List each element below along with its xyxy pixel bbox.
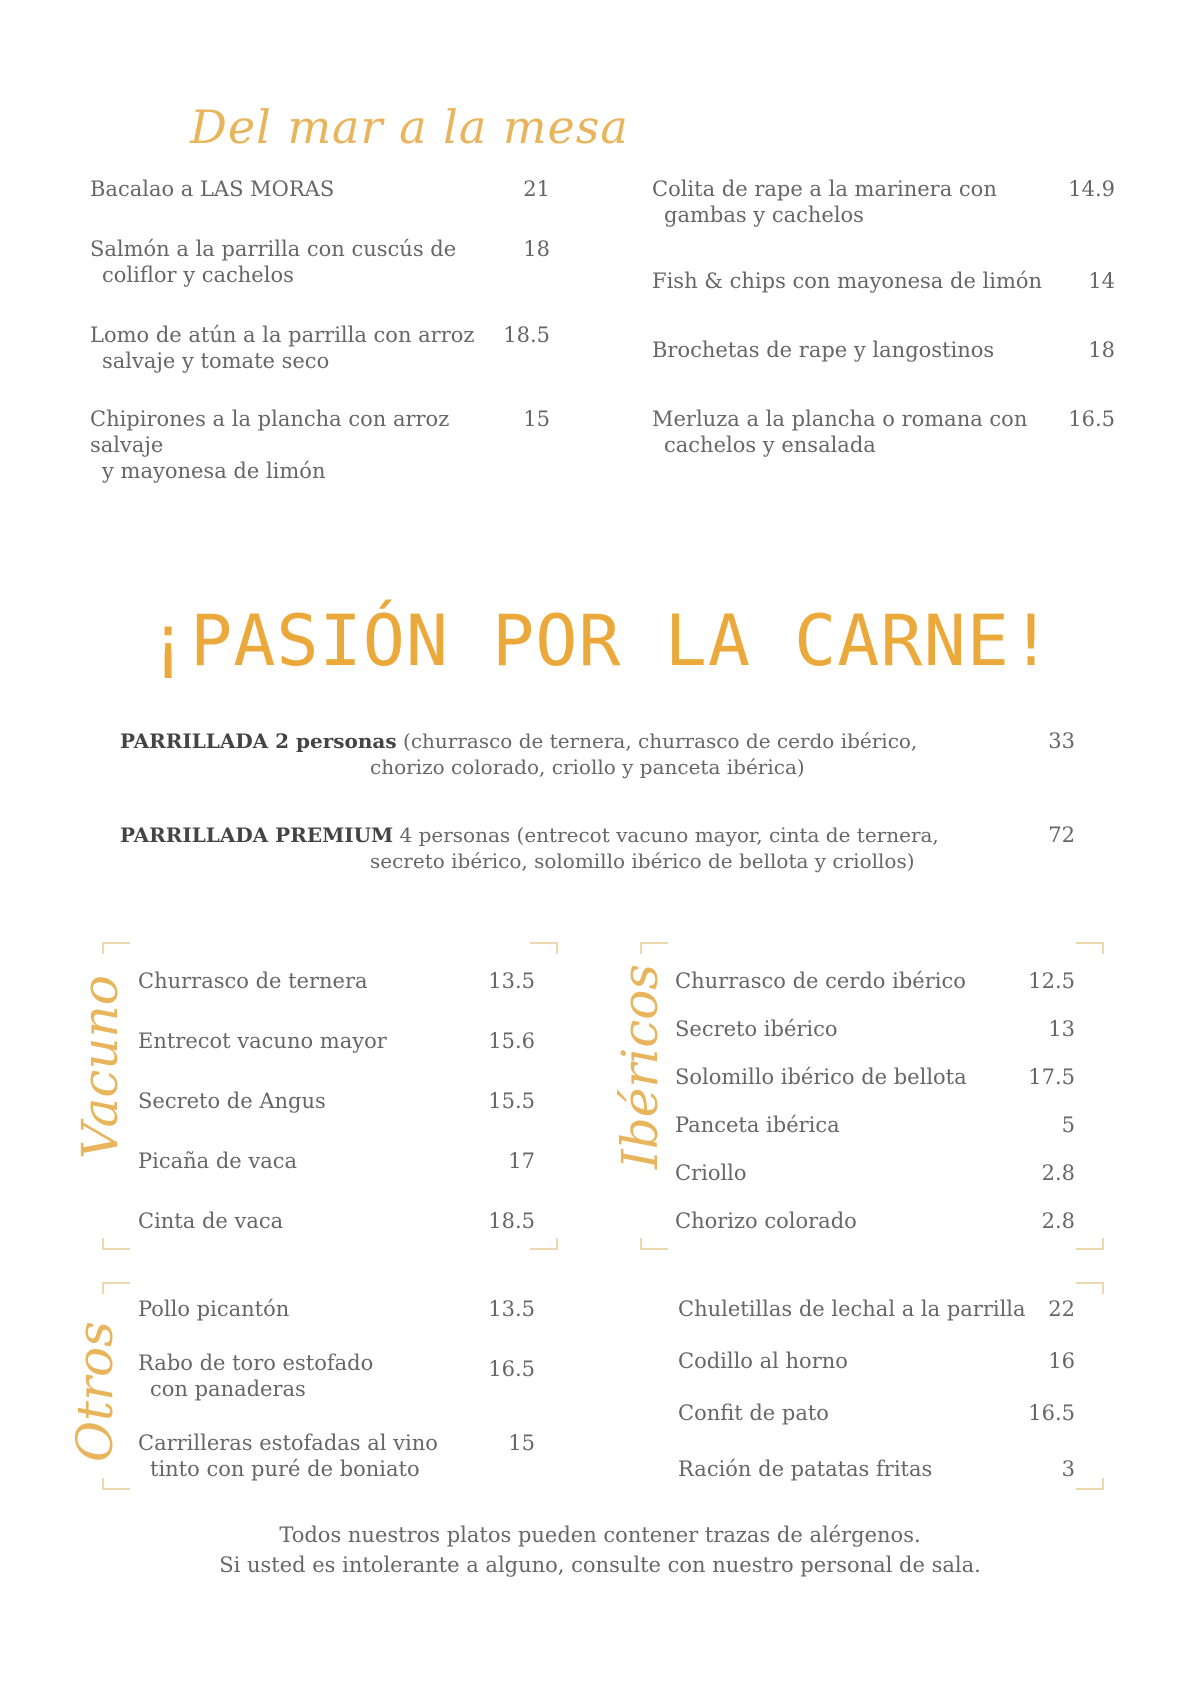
menu-item-price: 15 bbox=[508, 1431, 535, 1455]
menu-item-price: 12.5 bbox=[1028, 969, 1075, 993]
frame-corner bbox=[1076, 1478, 1104, 1490]
menu-item-name: Fish & chips con mayonesa de limón bbox=[652, 269, 1043, 293]
menu-item-price: 14 bbox=[1088, 269, 1115, 293]
menu-item-price: 2.8 bbox=[1041, 1161, 1075, 1185]
menu-item-name: Solomillo ibérico de bellota bbox=[675, 1065, 967, 1089]
menu-item-price: 15.5 bbox=[488, 1089, 535, 1113]
menu-item-price: 5 bbox=[1061, 1113, 1075, 1137]
menu-item-price: 16.5 bbox=[488, 1357, 535, 1381]
menu-item-name: Pollo picantón bbox=[138, 1297, 290, 1321]
section-title-meat: ¡PASIÓN POR LA CARNE! bbox=[146, 600, 1053, 682]
menu-item-price: 13 bbox=[1048, 1017, 1075, 1041]
grill-item: PARRILLADA 2 personas (churrasco de ternera, churrasco de cerdo ibérico, chorizo colorado, criollo y panceta ibérica) bbox=[120, 729, 918, 779]
menu-item-name: Carrilleras estofadas al vino tinto con puré de boniato bbox=[138, 1431, 438, 1481]
menu-item-price: 21 bbox=[523, 177, 550, 201]
menu-item-price: 2.8 bbox=[1041, 1209, 1075, 1233]
menu-item-price: 22 bbox=[1048, 1297, 1075, 1321]
menu-item-name: Panceta ibérica bbox=[675, 1113, 840, 1137]
menu-item-name: Churrasco de cerdo ibérico bbox=[675, 969, 966, 993]
menu-item-name: Salmón a la parrilla con cuscús de coliflor y cachelos bbox=[90, 237, 457, 287]
allergen-notice bbox=[0, 1520, 1200, 1580]
menu-item-name: Brochetas de rape y langostinos bbox=[652, 338, 995, 362]
menu-item-price: 15 bbox=[523, 407, 550, 431]
menu-item-name: Cinta de vaca bbox=[138, 1209, 284, 1233]
menu-item-price: 13.5 bbox=[488, 1297, 535, 1321]
menu-item-price: 16.5 bbox=[1028, 1401, 1075, 1425]
menu-item-price: 17.5 bbox=[1028, 1065, 1075, 1089]
frame-corner bbox=[1076, 1238, 1104, 1250]
section-title-sea: Del mar a la mesa bbox=[190, 100, 629, 154]
menu-item-price: 17 bbox=[508, 1149, 535, 1173]
menu-item-name: Merluza a la plancha o romana con cachelos y ensalada bbox=[652, 407, 1028, 457]
frame-corner bbox=[102, 942, 130, 954]
menu-item-price: 16.5 bbox=[1068, 407, 1115, 431]
menu-item-name: Colita de rape a la marinera con gambas y cachelos bbox=[652, 177, 997, 227]
menu-item-name: Picaña de vaca bbox=[138, 1149, 298, 1173]
menu-item-price: 14.9 bbox=[1068, 177, 1115, 201]
menu-item-name: Secreto de Angus bbox=[138, 1089, 326, 1113]
menu-item-name: Confit de pato bbox=[678, 1401, 829, 1425]
menu-item-name: Chuletillas de lechal a la parrilla bbox=[678, 1297, 1026, 1321]
menu-item-name: Chipirones a la plancha con arroz salvaje y mayonesa de limón bbox=[90, 407, 450, 483]
category-label-vacuno: Vacuno bbox=[71, 975, 129, 1159]
menu-item-name: Churrasco de ternera bbox=[138, 969, 368, 993]
menu-item-price: 16 bbox=[1048, 1349, 1075, 1373]
menu-item-name: Chorizo colorado bbox=[675, 1209, 857, 1233]
grill-price: 33 bbox=[1048, 729, 1075, 753]
menu-item-name: Entrecot vacuno mayor bbox=[138, 1029, 387, 1053]
allergen-notice-line: Todos nuestros platos pueden contener trazas de alérgenos. bbox=[279, 1523, 921, 1547]
frame-corner bbox=[640, 1238, 668, 1250]
menu-item-price: 15.6 bbox=[488, 1029, 535, 1053]
grill-item: PARRILLADA PREMIUM 4 personas (entrecot vacuno mayor, cinta de ternera, secreto ibérico, solomillo ibérico de bellota y criollos) bbox=[120, 823, 939, 873]
allergen-notice-line: Si usted es intolerante a alguno, consulte con nuestro personal de sala. bbox=[219, 1553, 981, 1577]
menu-item-name: Secreto ibérico bbox=[675, 1017, 838, 1041]
menu-item-price: 13.5 bbox=[488, 969, 535, 993]
frame-corner bbox=[1076, 942, 1104, 954]
menu-item-name: Ración de patatas fritas bbox=[678, 1457, 933, 1481]
grill-price: 72 bbox=[1048, 823, 1075, 847]
frame-corner bbox=[640, 942, 668, 954]
menu-item-price: 18 bbox=[523, 237, 550, 261]
menu-item-name: Bacalao a LAS MORAS bbox=[90, 177, 335, 201]
menu-item-name: Lomo de atún a la parrilla con arroz salvaje y tomate seco bbox=[90, 323, 475, 373]
frame-corner bbox=[102, 1478, 130, 1490]
menu-item-price: 18.5 bbox=[488, 1209, 535, 1233]
frame-corner bbox=[1076, 1282, 1104, 1294]
menu-item-name: Codillo al horno bbox=[678, 1349, 848, 1373]
frame-corner bbox=[102, 1238, 130, 1250]
menu-item-price: 18.5 bbox=[503, 323, 550, 347]
category-label-otros: Otros bbox=[66, 1321, 124, 1462]
menu-item-price: 3 bbox=[1061, 1457, 1075, 1481]
frame-corner bbox=[530, 1238, 558, 1250]
menu-item-price: 18 bbox=[1088, 338, 1115, 362]
frame-corner bbox=[102, 1282, 130, 1294]
frame-corner bbox=[530, 942, 558, 954]
menu-item-name: Criollo bbox=[675, 1161, 747, 1185]
menu-item-name: Rabo de toro estofado con panaderas bbox=[138, 1351, 374, 1401]
category-label-iberico: Ibéricos bbox=[611, 963, 669, 1169]
